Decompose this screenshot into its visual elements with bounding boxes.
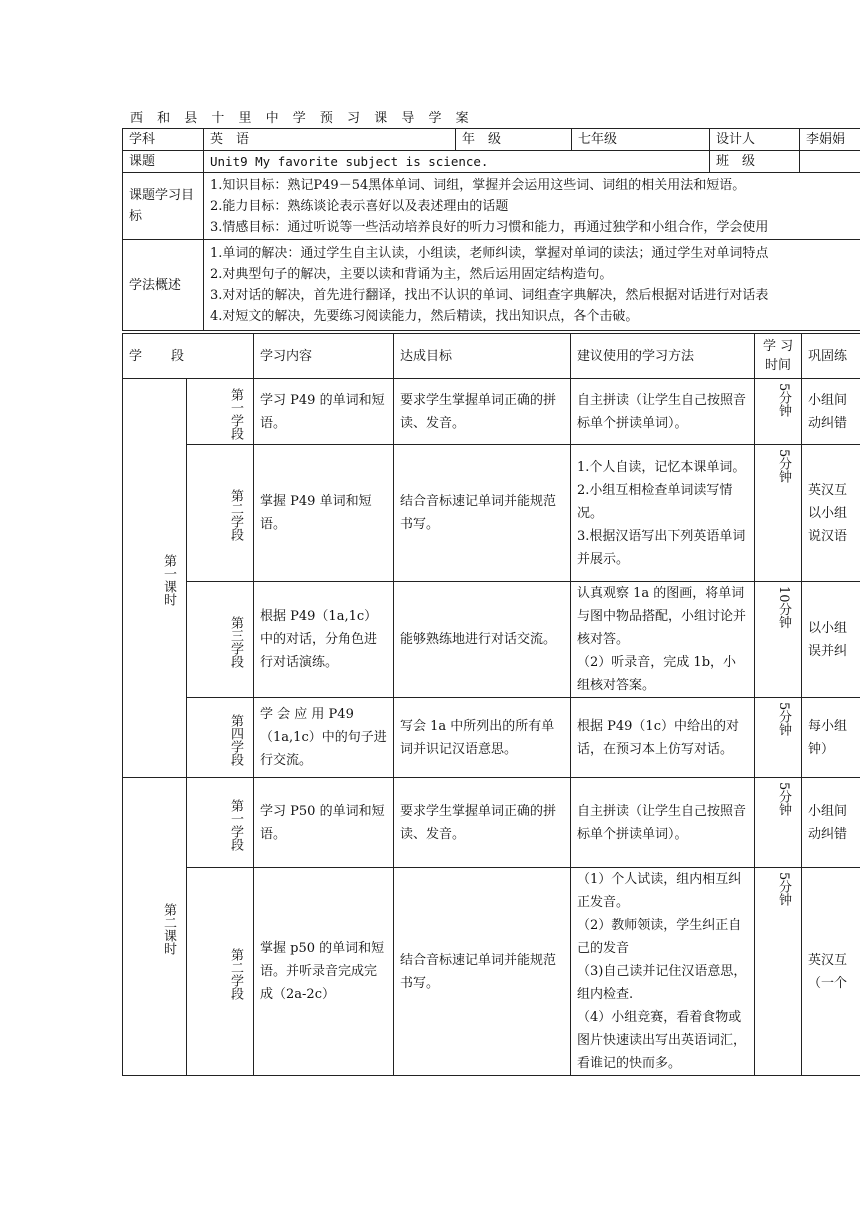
segment-method — [571, 868, 755, 1076]
subject-value: 英 语 — [204, 129, 456, 151]
goals-label: 课题学习目标 — [123, 173, 204, 240]
class-value — [800, 151, 860, 173]
methods-label: 学法概述 — [123, 240, 204, 331]
method-step: （1）个人试读，组内相互纠正发音。 — [577, 872, 742, 910]
segment-content: 学习 P49 的单词和短语。 — [254, 379, 394, 445]
plan-row — [123, 379, 860, 445]
method-step: （4）小组竞赛，看着食物或图片快速读出写出英语词汇，看谁记的快而多。 — [577, 1010, 747, 1071]
segment-time: 10分钟 — [755, 582, 802, 698]
segment-label: 第三学段 — [187, 582, 254, 698]
segment-content: 掌握 P49 单词和短语。 — [254, 445, 394, 582]
lesson-label: 第二课时 — [123, 778, 187, 1076]
segment-goal: 要求学生掌握单词正确的拼读、发音。 — [394, 379, 571, 445]
designer-value: 李娟娟 — [800, 129, 860, 151]
grade-value: 七年级 — [572, 129, 710, 151]
segment-label: 第一学段 — [187, 778, 254, 868]
segment-goal: 写会 1a 中所列出的所有单词并识记汉语意思。 — [394, 698, 571, 778]
grade-label: 年 级 — [456, 129, 572, 151]
info-table — [122, 128, 860, 331]
segment-method — [571, 379, 755, 445]
header-practice: 巩固练 — [802, 334, 860, 379]
method-step: 3.根据汉语写出下列英语单词并展示。 — [577, 528, 746, 567]
segment-time: 5分钟 — [755, 868, 802, 1076]
header-method: 建议使用的学习方法 — [571, 334, 755, 379]
document-title: 西 和 县 十 里 中 学 预 习 课 导 学 案 — [130, 111, 474, 126]
goals-cell — [204, 173, 860, 240]
segment-practice: 小组间动纠错 — [802, 778, 860, 868]
subject-label: 学科 — [123, 129, 204, 151]
method-step: 1.个人自读，记忆本课单词。 — [577, 459, 746, 475]
method-step: （3)自己读并记住汉语意思，组内检查. — [577, 964, 747, 1002]
topic-label: 课题 — [123, 151, 204, 173]
segment-content: 掌握 p50 的单词和短语。并听录音完成完成（2a-2c） — [254, 868, 394, 1076]
method-step: （2）听录音，完成 1b，小组核对答案。 — [577, 655, 737, 693]
segment-content: 学 会 应 用 P49（1a,1c）中的句子进行交流。 — [254, 698, 394, 778]
info-row-methods — [123, 240, 860, 331]
header-stage: 学 段 — [123, 334, 254, 379]
plan-row — [123, 778, 860, 868]
plan-header-row — [123, 334, 860, 379]
method-line-1: 1.单词的解决：通过学生自主认读，小组读，老师纠读，掌握对单词的读法；通过学生对单词特点 — [210, 246, 769, 261]
lesson-label: 第一课时 — [123, 379, 187, 778]
header-content: 学习内容 — [254, 334, 394, 379]
segment-goal: 结合音标速记单词并能规范书写。 — [394, 868, 571, 1076]
segment-goal: 能够熟练地进行对话交流。 — [394, 582, 571, 698]
segment-practice: 英汉互以小组说汉语 — [802, 445, 860, 582]
segment-method — [571, 445, 755, 582]
class-label: 班 级 — [710, 151, 800, 173]
method-step: 认真观察 1a 的图画，将单词与图中物品搭配，小组讨论并核对答。 — [577, 586, 747, 647]
segment-goal: 要求学生掌握单词正确的拼读、发音。 — [394, 778, 571, 868]
method-line-4: 4.对短文的解决，先要练习阅读能力，然后精读，找出知识点，各个击破。 — [210, 309, 639, 324]
segment-label: 第四学段 — [187, 698, 254, 778]
info-row-goals — [123, 173, 860, 240]
method-step: 自主拼读（让学生自己按照音标单个拼读单词）。 — [577, 803, 747, 842]
info-row-topic — [123, 151, 860, 173]
method-step: 根据 P49（1c）中给出的对话，在预习本上仿写对话。 — [577, 718, 739, 757]
segment-practice: 每小组钟） — [802, 698, 860, 778]
designer-label: 设计人 — [710, 129, 800, 151]
method-step: 2.小组互相检查单词读写情况。 — [577, 482, 733, 521]
segment-time: 5分钟 — [755, 698, 802, 778]
segment-time: 5分钟 — [755, 379, 802, 445]
segment-label: 第二学段 — [187, 445, 254, 582]
segment-time: 5分钟 — [755, 778, 802, 868]
method-step: 自主拼读（让学生自己按照音标单个拼读单词）。 — [577, 392, 747, 431]
method-line-2: 2.对典型句子的解决，主要以读和背诵为主，然后运用固定结构造句。 — [210, 267, 613, 282]
segment-practice: 以小组误并纠 — [802, 582, 860, 698]
goal-line-3: 3.情感目标：通过听说等一些活动培养良好的听力习惯和能力，再通过独学和小组合作，学会使用 — [210, 219, 769, 235]
methods-cell — [204, 240, 860, 331]
method-step: （2）教师领读，学生纠正自己的发音 — [577, 918, 742, 956]
goal-line-1: 1.知识目标：熟记P49－54黑体单词、词组，掌握并会运用这些词、词组的相关用法和短语。 — [210, 177, 746, 193]
segment-label: 第二学段 — [187, 868, 254, 1076]
goal-line-2: 2.能力目标：熟练谈论表示喜好以及表述理由的话题 — [210, 198, 509, 214]
segment-label: 第一学段 — [187, 379, 254, 445]
segment-practice: 英汉互（一个 — [802, 868, 860, 1076]
plan-row — [123, 445, 860, 582]
info-row-subject — [123, 129, 860, 151]
segment-method — [571, 698, 755, 778]
segment-goal: 结合音标速记单词并能规范书写。 — [394, 445, 571, 582]
segment-practice: 小组间动纠错 — [802, 379, 860, 445]
segment-content: 根据 P49（1a,1c）中的对话，分角色进行对话演练。 — [254, 582, 394, 698]
plan-row — [123, 582, 860, 698]
plan-table — [122, 333, 860, 1076]
segment-time: 5分钟 — [755, 445, 802, 582]
header-goal: 达成目标 — [394, 334, 571, 379]
segment-method — [571, 778, 755, 868]
plan-row — [123, 868, 860, 1076]
segment-content: 学习 P50 的单词和短语。 — [254, 778, 394, 868]
plan-row — [123, 698, 860, 778]
segment-method — [571, 582, 755, 698]
header-time: 学 习时间 — [755, 334, 802, 379]
topic-value: Unit9 My favorite subject is science. — [204, 151, 710, 173]
method-line-3: 3.对对话的解决，首先进行翻译，找出不认识的单词、词组查字典解决，然后根据对话进行对话表 — [210, 288, 769, 303]
